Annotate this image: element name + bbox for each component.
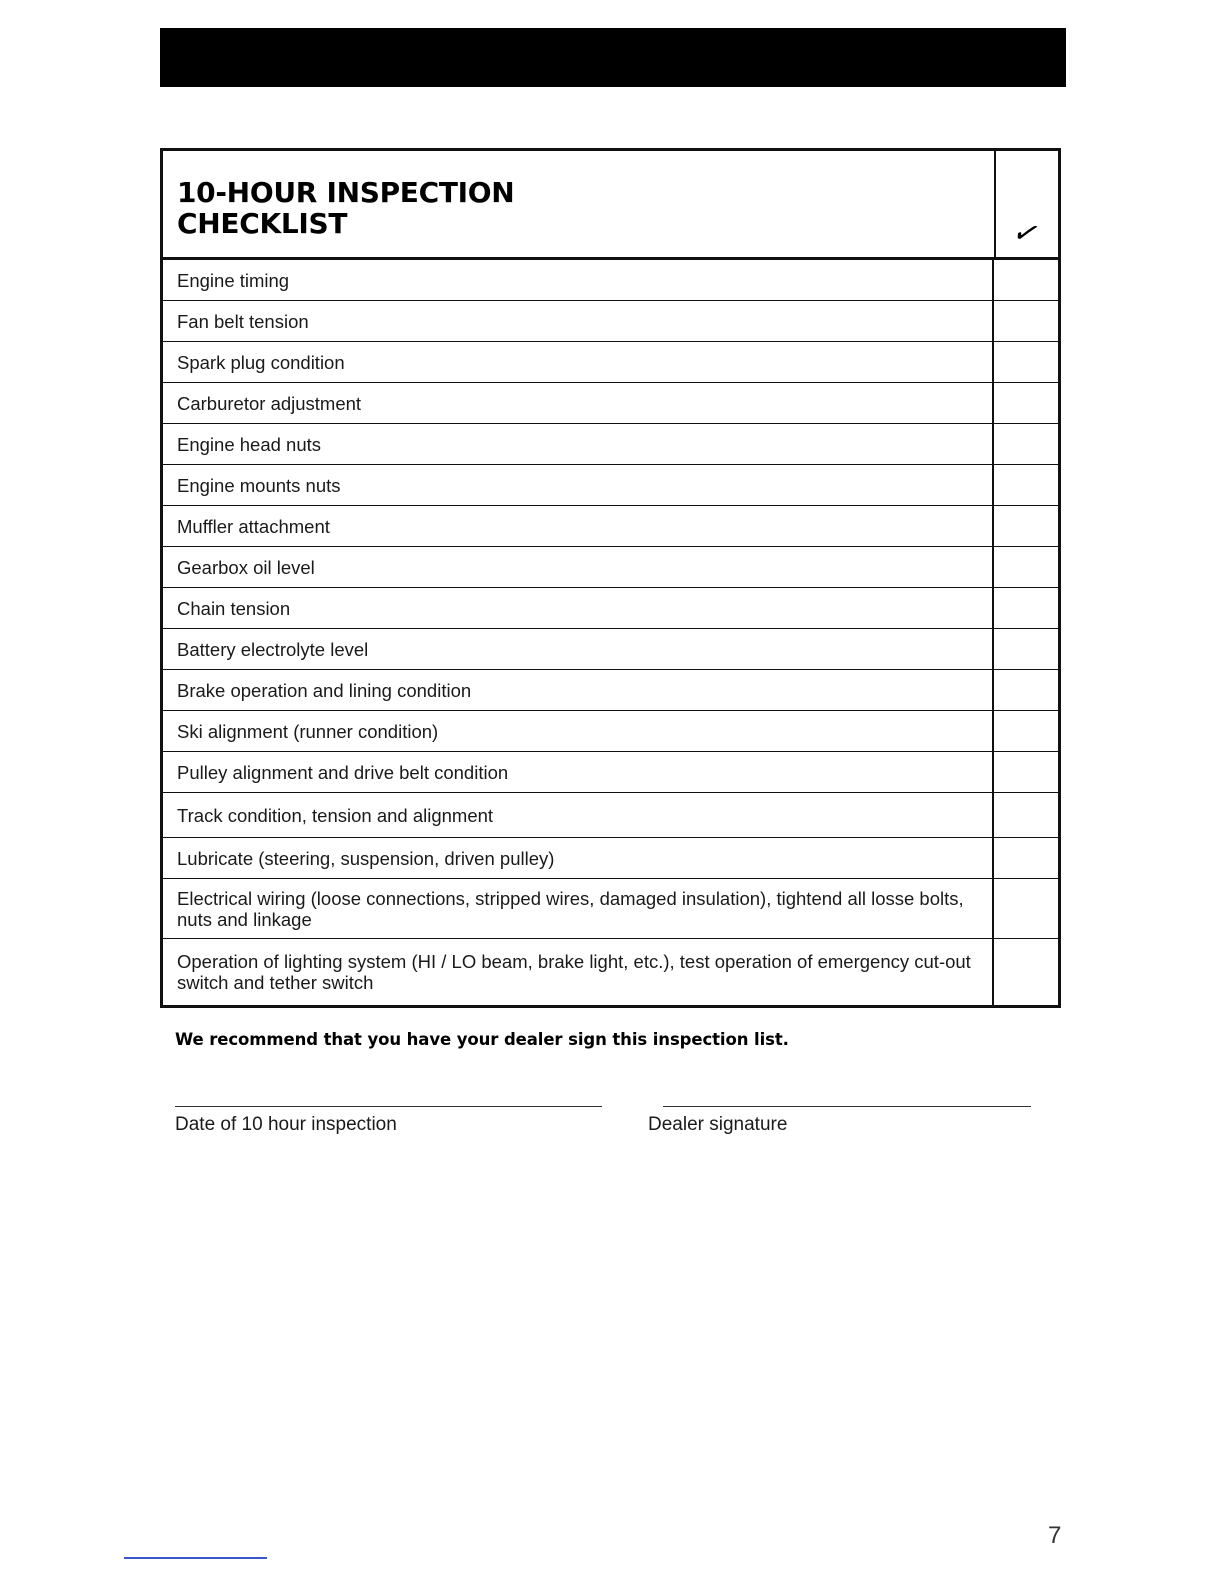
checkbox-cell[interactable] — [992, 711, 1058, 751]
checkbox-cell[interactable] — [992, 629, 1058, 669]
checklist-item-label: Engine head nuts — [177, 433, 322, 455]
checklist-title-line1: 10-HOUR INSPECTION — [177, 176, 515, 209]
checklist-item-label: Track condition, tension and alignment — [177, 804, 494, 826]
dealer-signature-label: Dealer signature — [648, 1114, 788, 1135]
checklist-item-label: Lubricate (steering, suspension, driven pulley) — [177, 847, 555, 869]
checkbox-cell[interactable] — [992, 939, 1058, 1005]
checklist-item-label: Chain tension — [177, 597, 291, 619]
checklist-item-label: Engine timing — [177, 269, 290, 291]
checklist-row — [163, 505, 1058, 546]
checklist-row — [163, 878, 1058, 938]
checkbox-cell[interactable] — [992, 506, 1058, 546]
checklist-row — [163, 837, 1058, 878]
checkbox-cell[interactable] — [992, 670, 1058, 710]
checklist-item-label: Carburetor adjustment — [177, 392, 362, 414]
checklist-item-label: Gearbox oil level — [177, 556, 315, 578]
checklist-item-label: Electrical wiring (loose connections, stripped wires, damaged insulation), tightend all losse bolts, nuts and linkage — [177, 887, 964, 930]
checkbox-cell[interactable] — [992, 793, 1058, 837]
footer-rule — [124, 1557, 267, 1559]
checklist-title-line2: CHECKLIST — [177, 207, 348, 240]
checklist-item-label: Ski alignment (runner condition) — [177, 720, 439, 742]
checklist-title — [163, 151, 994, 257]
checkbox-cell[interactable] — [992, 260, 1058, 300]
checklist-item-label: Spark plug condition — [177, 351, 345, 373]
checklist-row — [163, 382, 1058, 423]
checkbox-cell[interactable] — [992, 752, 1058, 792]
dealer-signature-line[interactable] — [663, 1106, 1031, 1107]
checklist-row — [163, 938, 1058, 1005]
checklist-row — [163, 423, 1058, 464]
checkmark-icon: ✓ — [1008, 215, 1046, 252]
checkbox-cell[interactable] — [992, 424, 1058, 464]
date-signature-line[interactable] — [175, 1106, 602, 1107]
checklist-item-label: Pulley alignment and drive belt condition — [177, 761, 509, 783]
checkbox-cell[interactable] — [992, 879, 1058, 938]
checklist-row — [163, 587, 1058, 628]
checklist-item-label: Battery electrolyte level — [177, 638, 369, 660]
checklist-header-row — [163, 151, 1058, 259]
checklist-row — [163, 546, 1058, 587]
checklist-row — [163, 300, 1058, 341]
checkbox-cell[interactable] — [992, 547, 1058, 587]
checkbox-cell[interactable] — [992, 301, 1058, 341]
checklist-item-label: Engine mounts nuts — [177, 474, 341, 496]
checkbox-cell[interactable] — [992, 838, 1058, 878]
checklist-row — [163, 710, 1058, 751]
checkbox-cell[interactable] — [992, 342, 1058, 382]
checklist-item-label: Muffler attachment — [177, 515, 330, 537]
dealer-recommendation-note: We recommend that you have your dealer sign this inspection list. — [175, 1030, 789, 1049]
checklist-row — [163, 792, 1058, 837]
checkbox-cell[interactable] — [992, 465, 1058, 505]
checklist-row — [163, 341, 1058, 382]
checklist-row — [163, 669, 1058, 710]
checkbox-cell[interactable] — [992, 588, 1058, 628]
check-column-header — [994, 151, 1058, 257]
checklist-row — [163, 751, 1058, 792]
checklist-row — [163, 628, 1058, 669]
checklist-item-label: Fan belt tension — [177, 310, 309, 332]
header-bar — [160, 28, 1066, 87]
checklist-row — [163, 259, 1058, 300]
checklist-item-label: Brake operation and lining condition — [177, 679, 472, 701]
checklist-row — [163, 464, 1058, 505]
checklist-item-label: Operation of lighting system (HI / LO beam, brake light, etc.), test operation of emergency cut-out switch and tether switch — [177, 951, 971, 993]
checkbox-cell[interactable] — [992, 383, 1058, 423]
date-label: Date of 10 hour inspection — [175, 1114, 397, 1135]
inspection-checklist-table — [160, 148, 1061, 1008]
page-number: 7 — [1048, 1522, 1062, 1549]
